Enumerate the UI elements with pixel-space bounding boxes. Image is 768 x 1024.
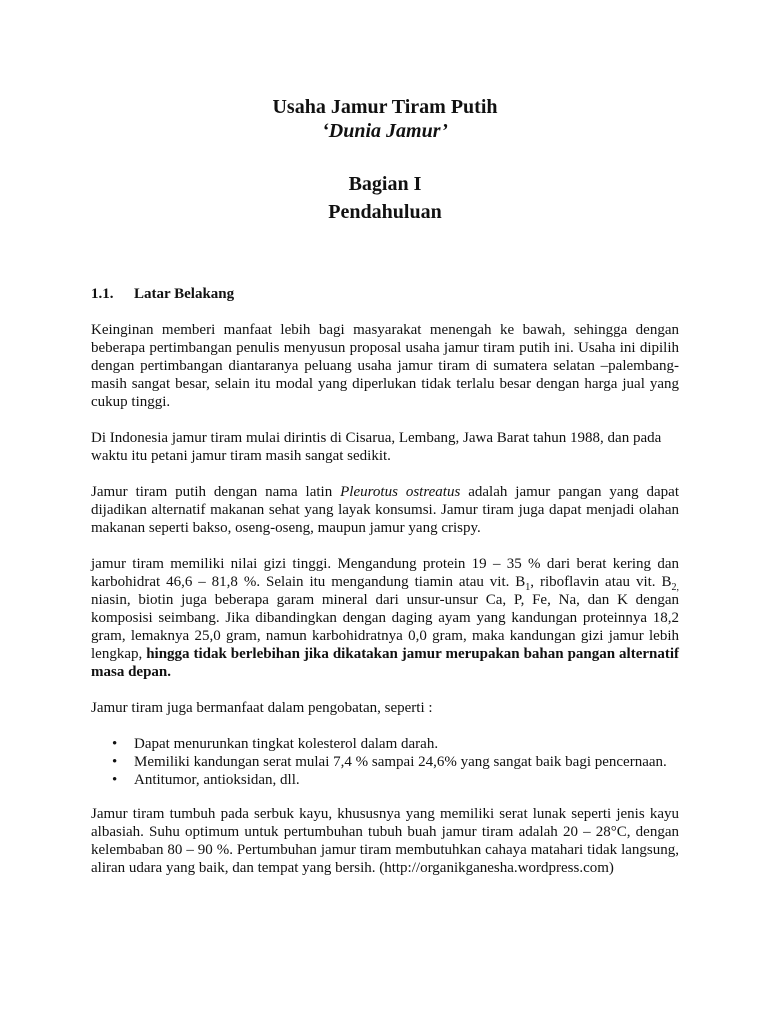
section-number: 1.1.	[91, 286, 114, 302]
section-heading	[91, 285, 234, 303]
paragraph-2: Di Indonesia jamur tiram mulai dirintis di Cisarua, Lembang, Jawa Barat tahun 1988, dan pada waktu itu petani jamur tiram masih sangat sedikit.	[91, 430, 662, 464]
paragraph-3-text-a: Jamur tiram putih dengan nama latin	[91, 484, 341, 500]
paragraph-5: Jamur tiram juga bermanfaat dalam pengobatan, seperti :	[91, 700, 433, 716]
part-label: Bagian I	[348, 173, 422, 195]
paragraph-4-emphasis: hingga tidak berlebihan jika dikatakan jamur merupakan bahan pangan alternatif masa depan.	[91, 646, 680, 680]
section-title: Latar Belakang	[134, 286, 235, 302]
bullet-icon: •	[112, 754, 118, 770]
paragraph-6: Jamur tiram tumbuh pada serbuk kayu, khususnya yang memiliki serat lunak seperti jenis kayu albasiah. Suhu optimum untuk pertumbuhan tubuh buah jamur tiram adalah 20 – 28°C, dengan kelembaban 80 – 90 %. Pertumbuhan jamur tiram membutuhkan cahaya matahari tidak langsung, aliran udara yang baik, dan tempat yang bersih. (http://organikganesha.wordpress.com)	[91, 806, 679, 876]
latin-name: Pleurotus ostreatus	[340, 484, 461, 500]
bullet-icon: •	[112, 736, 118, 752]
list-item	[91, 771, 679, 789]
part-title: Pendahuluan	[328, 201, 442, 223]
subscript-2: 2,	[671, 582, 679, 593]
list-item-text: Memiliki kandungan serat mulai 7,4 % sampai 24,6% yang sangat baik bagi pencernaan.	[134, 754, 667, 770]
paragraph-4-text-a: jamur tiram memiliki nilai gizi tinggi. Mengandung protein 19 – 35 % dari berat kering dan karbohidrat 46,6 – 81,8 %. Selain itu mengandung tiamin atau vit. B	[91, 556, 679, 590]
subscript-1: 1	[525, 582, 531, 593]
bullet-list	[91, 735, 679, 789]
paragraph-1: Keinginan memberi manfaat lebih bagi masyarakat menengah ke bawah, sehingga dengan beberapa pertimbangan penulis menyusun proposal usaha jamur tiram putih ini. Usaha ini dipilih dengan pertimbangan diantaranya peluang usaha jamur tiram di sumatera selatan –palembang- masih sangat besar, selain itu modal yang diperlukan tidak terlalu besar dengan harga jual yang cukup tinggi.	[91, 322, 679, 410]
document-title: Usaha Jamur Tiram Putih	[272, 96, 498, 118]
bullet-icon: •	[112, 772, 118, 788]
list-item-text: Dapat menurunkan tingkat kolesterol dalam darah.	[134, 736, 439, 752]
part-block	[91, 170, 679, 226]
list-item-text: Antitumor, antioksidan, dll.	[134, 772, 300, 788]
paragraph-4	[91, 555, 679, 681]
paragraph-3-text-b: adalah jamur pangan yang dapat dijadikan alternatif makanan sehat yang layak konsumsi. Jamur tiram juga dapat menjadi olahan makanan seperti bakso, oseng-oseng, maupun jamur yang crispy.	[91, 484, 679, 536]
paragraph-3	[91, 483, 679, 537]
paragraph-4-text-c: niasin, biotin juga beberapa garam mineral dari unsur-unsur Ca, P, Fe, Na, dan K dengan komposisi seimbang. Jika dibandingkan dengan daging ayam yang kandungan proteinnya 18,2 gram, lemaknya 25,0 gram, namun karbohidratnya 0,0 gram, maka kandungan gizi jamur lebih lengkap,	[91, 592, 679, 662]
document-subtitle: ‘Dunia Jamur’	[322, 120, 448, 142]
title-block	[91, 95, 679, 143]
list-item	[91, 753, 679, 771]
paragraph-4-text-b: , riboflavin atau vit. B	[530, 574, 672, 590]
list-item	[91, 735, 679, 753]
